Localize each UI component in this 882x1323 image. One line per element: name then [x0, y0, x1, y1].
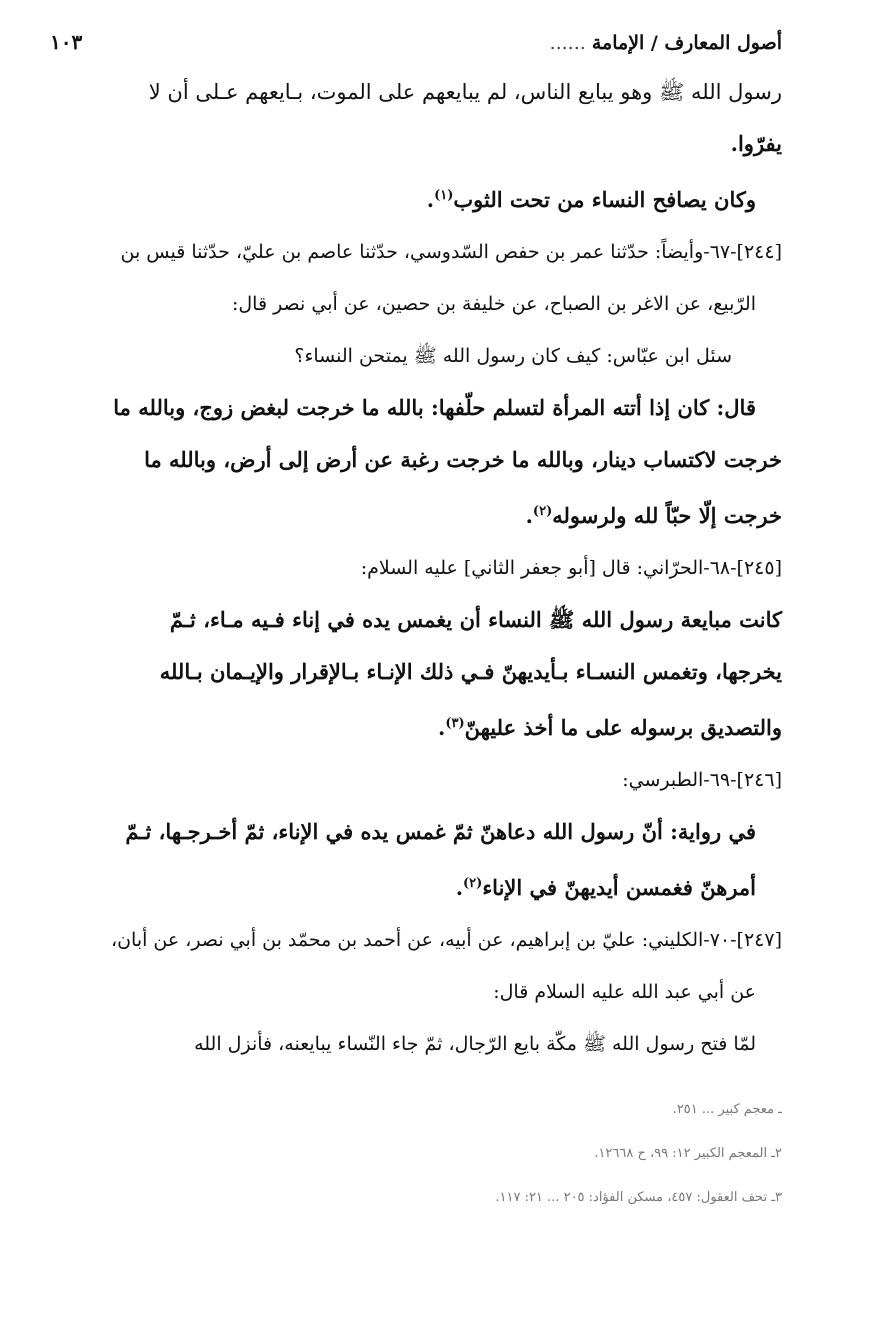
running-header: [50, 30, 782, 66]
footnote: ـ معجم كبير ... ٢٥١.: [672, 1102, 782, 1117]
narration-header: [٢٤٧]-٧٠-الكليني: عليّ بن إبراهيم، عن أبيه، عن أحمد بن محمّد بن أبي نصر، عن أبان،: [110, 929, 782, 951]
text-line: يفرّوا.: [730, 131, 782, 156]
text-line: قال: كان إذا أتته المرأة لتسلم حلّفها: بالله ما خرجت لبغض زوج، وبالله ما: [113, 395, 756, 420]
text-line: الرّبيع، عن الاغر بن الصباح، عن خليفة بن حصين، عن أبي نصر قال:: [231, 293, 756, 315]
text-line: رسول الله ﷺ وهو يبايع الناس، لم يبايعهم على الموت، بـايعهم عـلى أن لا: [148, 80, 782, 104]
text-line: وكان يصافح النساء من تحت الثوب$^{(١)}$.: [426, 187, 756, 212]
text-line: والتصديق برسوله على ما أخذ عليهنّ$^{(٣)}$.: [438, 715, 782, 740]
text-line: لمّا فتح رسول الله ﷺ مكّة بايع الرّجال، ثمّ جاء النّساء يبايعنه، فأنزل الله: [194, 1033, 756, 1055]
document-page: [50, 30, 782, 1290]
text-line: سئل ابن عبّاس: كيف كان رسول الله ﷺ يمتحن النساء؟: [294, 345, 732, 367]
footnotes: [302, 1088, 782, 1220]
footnote: ٢ـ المعجم الكبير ١٢: ٩٩، ح ١٢٦٦٨.: [594, 1146, 782, 1161]
text-line: كانت مبايعة رسول الله ﷺ النساء أن يغمس يده في إناء فـيه مـاء، ثـمّ: [169, 607, 782, 632]
narration-header: [٢٤٦]-٦٩-الطبرسي:: [622, 769, 782, 791]
book-title: أصول المعارف / الإمامة: [591, 32, 782, 54]
text-line: خرجت لاكتساب دينار، وبالله ما خرجت رغبة عن أرض إلى أرض، وبالله ما: [144, 447, 782, 472]
narration-header: [٢٤٥]-٦٨-الحرّاني: قال [أبو جعفر الثاني] عليه السلام:: [360, 557, 782, 579]
header-dots: ......: [549, 32, 586, 54]
footnote: ٣ـ تحف العقول: ٤٥٧، مسكن الفؤاد: ٢٠٥ ... ٢١: ١١٧.: [495, 1190, 782, 1205]
narration-header: [٢٤٤]-٦٧-وأيضاً: حدّثنا عمر بن حفص السّدوسي، حدّثنا عاصم بن عليّ، حدّثنا قيس بن: [120, 241, 782, 263]
page-number: ١٠٣: [50, 30, 83, 54]
text-line: خرجت إلّا حبّاً لله ولرسوله$^{(٢)}$.: [525, 503, 782, 528]
text-line: في رواية: أنّ رسول الله دعاهنّ ثمّ غمس يده في الإناء، ثمّ أخـرجـها، ثـمّ: [125, 819, 756, 844]
text-line: عن أبي عبد الله عليه السلام قال:: [493, 981, 756, 1003]
text-line: أمرهنّ فغمسن أيديهنّ في الإناء$^{(٢)}$.: [455, 875, 756, 900]
text-line: يخرجها، وتغمس النسـاء بـأيديهنّ فـي ذلك الإنـاء بـالإقرار والإيـمان بـالله: [159, 659, 782, 684]
